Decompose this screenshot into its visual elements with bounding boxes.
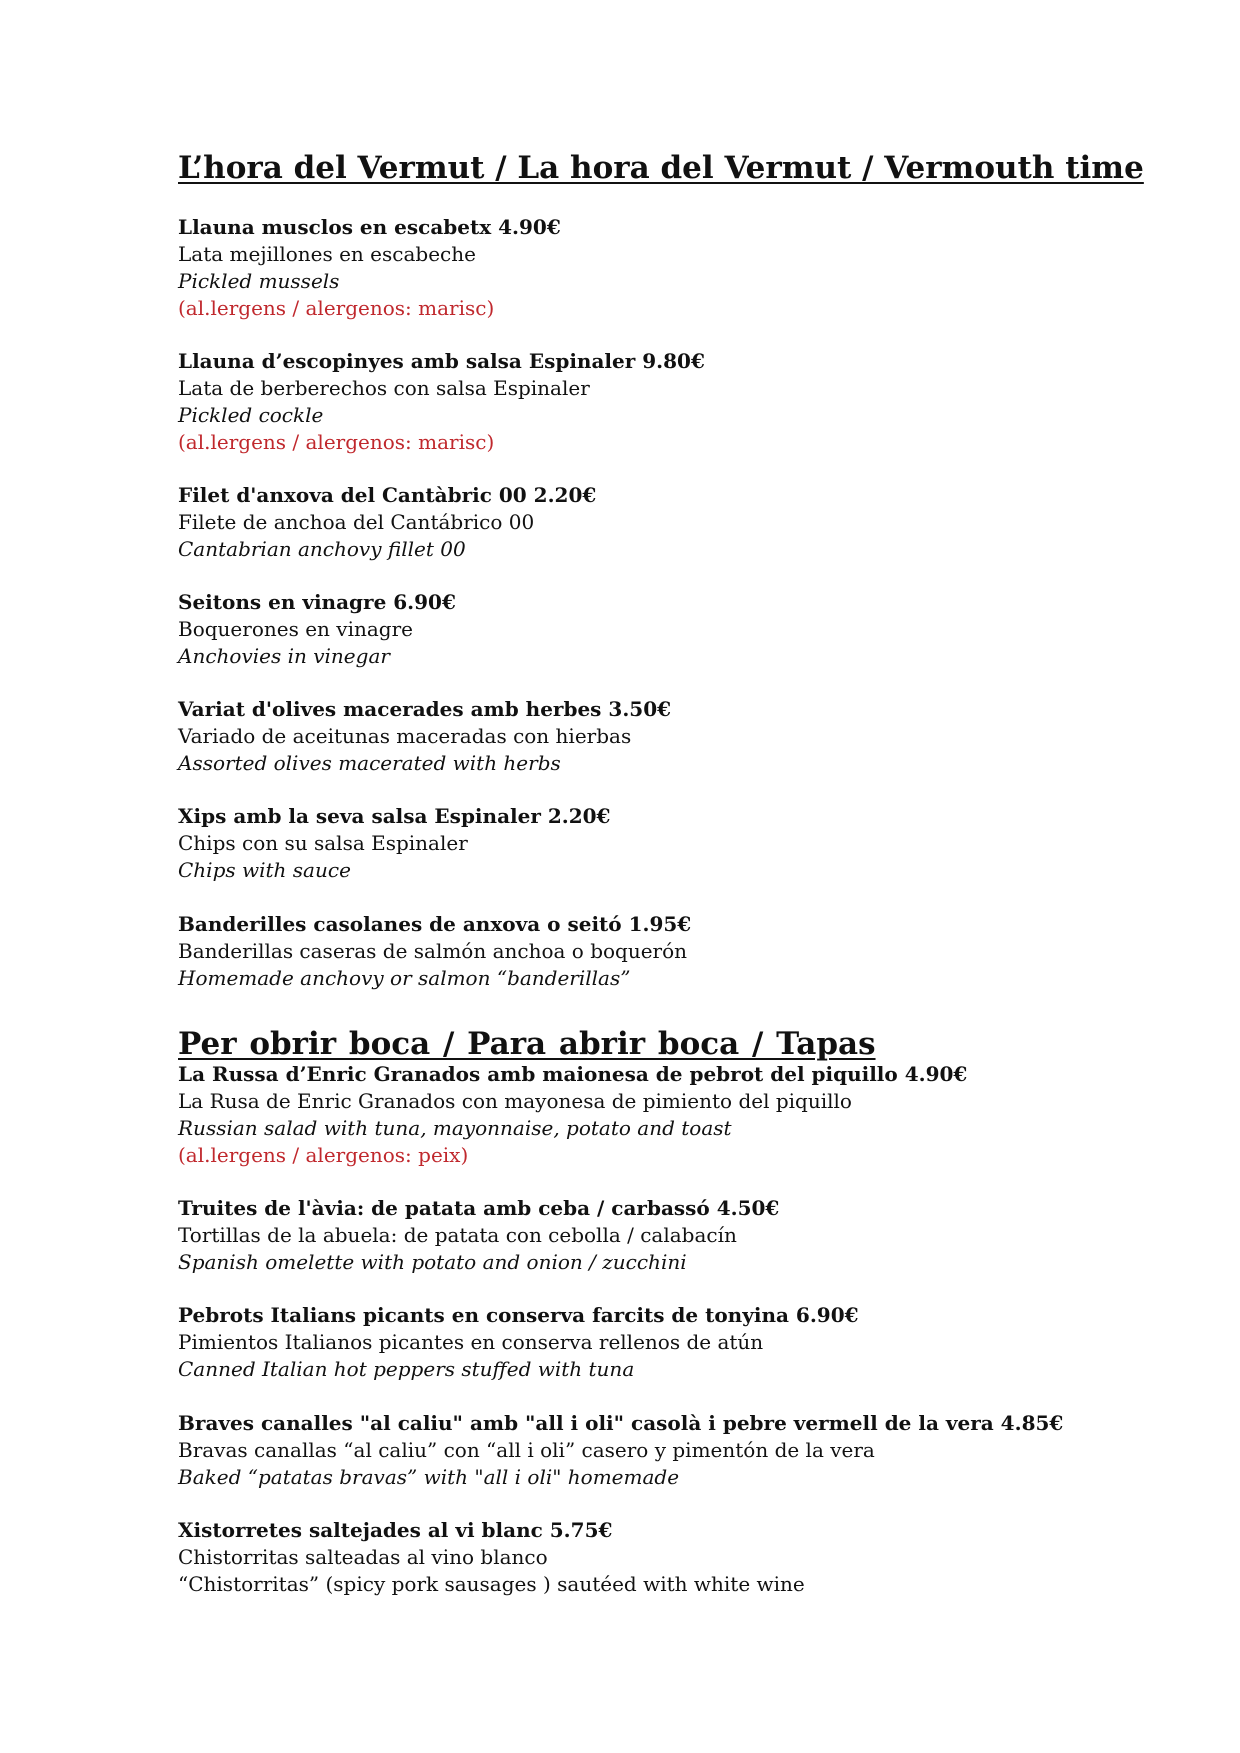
menu-item <box>178 911 691 992</box>
menu-item <box>178 1517 805 1598</box>
item-name: Llauna d’escopinyes amb salsa Espinaler 9.80€ <box>178 349 705 373</box>
item-name: Truites de l'àvia: de patata amb ceba / carbassó 4.50€ <box>178 1196 780 1220</box>
item-english: Pickled mussels <box>178 269 340 293</box>
item-english: Canned Italian hot peppers stuffed with tuna <box>178 1357 635 1381</box>
item-spanish: Pimientos Italianos picantes en conserva rellenos de atún <box>178 1330 764 1354</box>
item-english: Chips with sauce <box>178 858 351 882</box>
item-spanish: Lata de berberechos con salsa Espinaler <box>178 376 590 400</box>
menu-item <box>178 803 610 884</box>
item-english: Assorted olives macerated with herbs <box>178 751 561 775</box>
section-title-tapas: Per obrir boca / Para abrir boca / Tapas <box>178 1026 876 1062</box>
item-allergen: (al.lergens / alergenos: marisc) <box>178 296 495 320</box>
item-spanish: Chips con su salsa Espinaler <box>178 831 468 855</box>
menu-item <box>178 348 705 456</box>
item-name: Llauna musclos en escabetx 4.90€ <box>178 215 561 239</box>
item-english: Anchovies in vinegar <box>178 644 390 668</box>
item-name: Filet d'anxova del Cantàbric 00 2.20€ <box>178 483 597 507</box>
item-english: Spanish omelette with potato and onion / zucchini <box>178 1250 687 1274</box>
item-english: Pickled cockle <box>178 403 324 427</box>
menu-item <box>178 1410 1063 1491</box>
item-spanish: Banderillas caseras de salmón anchoa o boquerón <box>178 939 688 963</box>
section-title-vermut: L’hora del Vermut / La hora del Vermut / Vermouth time <box>178 150 1144 186</box>
item-name: Variat d'olives macerades amb herbes 3.50€ <box>178 697 672 721</box>
item-spanish: Filete de anchoa del Cantábrico 00 <box>178 510 535 534</box>
item-name: Banderilles casolanes de anxova o seitó 1.95€ <box>178 912 692 936</box>
item-spanish: Variado de aceitunas maceradas con hierbas <box>178 724 632 748</box>
item-english: Russian salad with tuna, mayonnaise, potato and toast <box>178 1116 732 1140</box>
item-name: Xips amb la seva salsa Espinaler 2.20€ <box>178 804 611 828</box>
menu-item <box>178 1195 779 1276</box>
item-spanish: Lata mejillones en escabeche <box>178 242 476 266</box>
menu-item <box>178 482 596 563</box>
menu-item <box>178 696 671 777</box>
item-name: La Russa d’Enric Granados amb maionesa de pebrot del piquillo 4.90€ <box>178 1062 968 1086</box>
item-name: Seitons en vinagre 6.90€ <box>178 590 456 614</box>
menu-item <box>178 1302 859 1383</box>
item-english: Cantabrian anchovy fillet 00 <box>178 537 466 561</box>
item-allergen: (al.lergens / alergenos: marisc) <box>178 430 495 454</box>
item-english: Homemade anchovy or salmon “banderillas” <box>178 966 631 990</box>
menu-item <box>178 214 561 322</box>
item-name: Braves canalles "al caliu" amb "all i oli" casolà i pebre vermell de la vera 4.85€ <box>178 1411 1064 1435</box>
item-spanish: Boquerones en vinagre <box>178 617 413 641</box>
item-english: Baked “patatas bravas” with "all i oli" homemade <box>178 1465 680 1489</box>
item-spanish: Bravas canallas “al caliu” con “all i oli” casero y pimentón de la vera <box>178 1438 875 1462</box>
item-name: Pebrots Italians picants en conserva farcits de tonyina 6.90€ <box>178 1303 859 1327</box>
item-spanish: Tortillas de la abuela: de patata con cebolla / calabacín <box>178 1223 737 1247</box>
menu-item <box>178 1061 967 1169</box>
item-name: Xistorretes saltejades al vi blanc 5.75€ <box>178 1518 613 1542</box>
item-spanish: Chistorritas salteadas al vino blanco <box>178 1545 548 1569</box>
item-allergen: (al.lergens / alergenos: peix) <box>178 1143 469 1167</box>
item-spanish: La Rusa de Enric Granados con mayonesa de pimiento del piquillo <box>178 1089 852 1113</box>
menu-item <box>178 589 456 670</box>
item-english: “Chistorritas” (spicy pork sausages ) sautéed with white wine <box>178 1572 805 1596</box>
